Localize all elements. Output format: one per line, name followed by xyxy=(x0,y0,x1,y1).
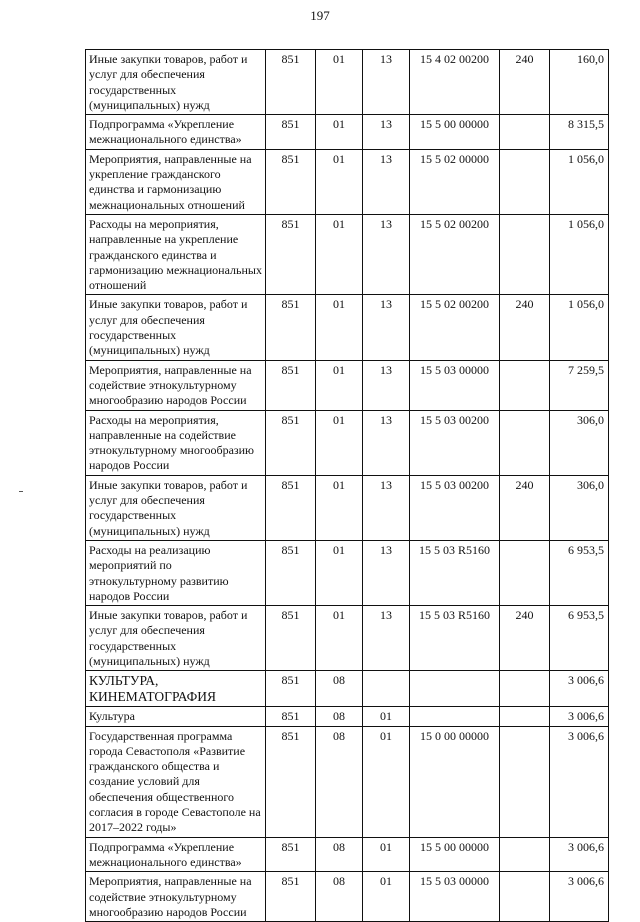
expense-type-cell: 240 xyxy=(500,475,550,540)
section-code-cell: 08 xyxy=(316,707,363,726)
target-article-cell: 15 5 02 00000 xyxy=(410,149,500,214)
subsection-code-cell: 01 xyxy=(363,726,410,837)
expense-type-cell xyxy=(500,540,550,605)
ministry-code-cell: 851 xyxy=(266,671,316,707)
expense-type-cell xyxy=(500,149,550,214)
target-article-cell: 15 5 02 00200 xyxy=(410,295,500,360)
subsection-code-cell: 13 xyxy=(363,149,410,214)
table-row xyxy=(86,837,609,872)
amount-cell: 3 006,6 xyxy=(550,837,609,872)
table-row xyxy=(86,360,609,410)
row-name-cell: Подпрограмма «Укрепление межнационального единства» xyxy=(86,837,266,872)
amount-cell: 306,0 xyxy=(550,475,609,540)
table-row xyxy=(86,671,609,707)
amount-cell: 306,0 xyxy=(550,410,609,475)
subsection-code-cell: 01 xyxy=(363,707,410,726)
table-row xyxy=(86,149,609,214)
expense-type-cell: 240 xyxy=(500,50,550,115)
table-row xyxy=(86,707,609,726)
amount-cell: 8 315,5 xyxy=(550,115,609,150)
section-code-cell: 01 xyxy=(316,50,363,115)
section-code-cell: 01 xyxy=(316,410,363,475)
ministry-code-cell: 851 xyxy=(266,410,316,475)
subsection-code-cell: 13 xyxy=(363,295,410,360)
section-code-cell: 01 xyxy=(316,540,363,605)
row-name-cell: Государственная программа города Севастополя «Развитие гражданского общества и создание условий для обеспечения общественного согласия в городе Севастополе на 2017–2022 годы» xyxy=(86,726,266,837)
expense-type-cell xyxy=(500,214,550,294)
section-code-cell: 08 xyxy=(316,872,363,922)
amount-cell: 3 006,6 xyxy=(550,707,609,726)
amount-cell: 6 953,5 xyxy=(550,606,609,671)
amount-cell: 160,0 xyxy=(550,50,609,115)
expense-type-cell xyxy=(500,115,550,150)
ministry-code-cell: 851 xyxy=(266,50,316,115)
row-name-cell: Расходы на мероприятия, направленные на укрепление гражданского единства и гармонизацию межнациональных отношений xyxy=(86,214,266,294)
section-code-cell: 01 xyxy=(316,606,363,671)
ministry-code-cell: 851 xyxy=(266,726,316,837)
target-article-cell: 15 5 00 00000 xyxy=(410,837,500,872)
table-row xyxy=(86,295,609,360)
subsection-code-cell xyxy=(363,671,410,707)
row-name-cell: Мероприятия, направленные на содействие этнокультурному многообразию народов России xyxy=(86,360,266,410)
ministry-code-cell: 851 xyxy=(266,360,316,410)
ministry-code-cell: 851 xyxy=(266,475,316,540)
table-body xyxy=(86,50,609,922)
expense-type-cell xyxy=(500,410,550,475)
expense-type-cell xyxy=(500,707,550,726)
page-number: 197 xyxy=(310,8,330,23)
table-row xyxy=(86,726,609,837)
amount-cell: 7 259,5 xyxy=(550,360,609,410)
subsection-code-cell: 13 xyxy=(363,115,410,150)
amount-cell: 3 006,6 xyxy=(550,726,609,837)
section-code-cell: 01 xyxy=(316,115,363,150)
amount-cell: 1 056,0 xyxy=(550,149,609,214)
amount-cell: 1 056,0 xyxy=(550,295,609,360)
section-code-cell: 08 xyxy=(316,671,363,707)
amount-cell: 1 056,0 xyxy=(550,214,609,294)
subsection-code-cell: 01 xyxy=(363,872,410,922)
table-row xyxy=(86,50,609,115)
expense-type-cell xyxy=(500,726,550,837)
target-article-cell: 15 5 03 00200 xyxy=(410,475,500,540)
expense-type-cell xyxy=(500,671,550,707)
table-row xyxy=(86,115,609,150)
table-row xyxy=(86,606,609,671)
target-article-cell: 15 5 03 R5160 xyxy=(410,606,500,671)
target-article-cell: 15 5 00 00000 xyxy=(410,115,500,150)
target-article-cell xyxy=(410,707,500,726)
row-name-cell: КУЛЬТУРА, КИНЕМАТОГРАФИЯ xyxy=(86,671,266,707)
row-name-cell: Подпрограмма «Укрепление межнационального единства» xyxy=(86,115,266,150)
margin-mark xyxy=(19,491,23,492)
row-name-cell: Иные закупки товаров, работ и услуг для обеспечения государственных (муниципальных) нужд xyxy=(86,475,266,540)
ministry-code-cell: 851 xyxy=(266,872,316,922)
amount-cell: 6 953,5 xyxy=(550,540,609,605)
ministry-code-cell: 851 xyxy=(266,115,316,150)
row-name-cell: Иные закупки товаров, работ и услуг для обеспечения государственных (муниципальных) нужд xyxy=(86,606,266,671)
ministry-code-cell: 851 xyxy=(266,540,316,605)
subsection-code-cell: 13 xyxy=(363,540,410,605)
section-code-cell: 01 xyxy=(316,475,363,540)
ministry-code-cell: 851 xyxy=(266,707,316,726)
section-code-cell: 08 xyxy=(316,726,363,837)
expense-type-cell xyxy=(500,837,550,872)
section-code-cell: 01 xyxy=(316,149,363,214)
table-row xyxy=(86,475,609,540)
expense-type-cell: 240 xyxy=(500,295,550,360)
target-article-cell: 15 5 03 00000 xyxy=(410,872,500,922)
target-article-cell: 15 5 03 00200 xyxy=(410,410,500,475)
subsection-code-cell: 13 xyxy=(363,410,410,475)
subsection-code-cell: 13 xyxy=(363,360,410,410)
subsection-code-cell: 13 xyxy=(363,606,410,671)
target-article-cell: 15 4 02 00200 xyxy=(410,50,500,115)
row-name-cell: Иные закупки товаров, работ и услуг для обеспечения государственных (муниципальных) нужд xyxy=(86,295,266,360)
row-name-cell: Иные закупки товаров, работ и услуг для обеспечения государственных (муниципальных) нужд xyxy=(86,50,266,115)
row-name-cell: Расходы на реализацию мероприятий по этнокультурному развитию народов России xyxy=(86,540,266,605)
section-code-cell: 01 xyxy=(316,360,363,410)
target-article-cell: 15 5 03 00000 xyxy=(410,360,500,410)
row-name-cell: Культура xyxy=(86,707,266,726)
target-article-cell xyxy=(410,671,500,707)
target-article-cell: 15 0 00 00000 xyxy=(410,726,500,837)
row-name-cell: Мероприятия, направленные на содействие этнокультурному многообразию народов России xyxy=(86,872,266,922)
expense-type-cell xyxy=(500,872,550,922)
subsection-code-cell: 13 xyxy=(363,214,410,294)
section-code-cell: 01 xyxy=(316,295,363,360)
amount-cell: 3 006,6 xyxy=(550,671,609,707)
row-name-cell: Мероприятия, направленные на укрепление гражданского единства и гармонизацию межнациональных отношений xyxy=(86,149,266,214)
table-row xyxy=(86,214,609,294)
row-name-cell: Расходы на мероприятия, направленные на содействие этнокультурному многообразию народов России xyxy=(86,410,266,475)
amount-cell: 3 006,6 xyxy=(550,872,609,922)
table-row xyxy=(86,410,609,475)
subsection-code-cell: 13 xyxy=(363,475,410,540)
subsection-code-cell: 01 xyxy=(363,837,410,872)
ministry-code-cell: 851 xyxy=(266,837,316,872)
section-code-cell: 08 xyxy=(316,837,363,872)
subsection-code-cell: 13 xyxy=(363,50,410,115)
budget-table xyxy=(85,49,609,922)
ministry-code-cell: 851 xyxy=(266,214,316,294)
table-row xyxy=(86,872,609,922)
section-code-cell: 01 xyxy=(316,214,363,294)
target-article-cell: 15 5 02 00200 xyxy=(410,214,500,294)
table-row xyxy=(86,540,609,605)
ministry-code-cell: 851 xyxy=(266,295,316,360)
target-article-cell: 15 5 03 R5160 xyxy=(410,540,500,605)
expense-type-cell xyxy=(500,360,550,410)
ministry-code-cell: 851 xyxy=(266,149,316,214)
expense-type-cell: 240 xyxy=(500,606,550,671)
ministry-code-cell: 851 xyxy=(266,606,316,671)
